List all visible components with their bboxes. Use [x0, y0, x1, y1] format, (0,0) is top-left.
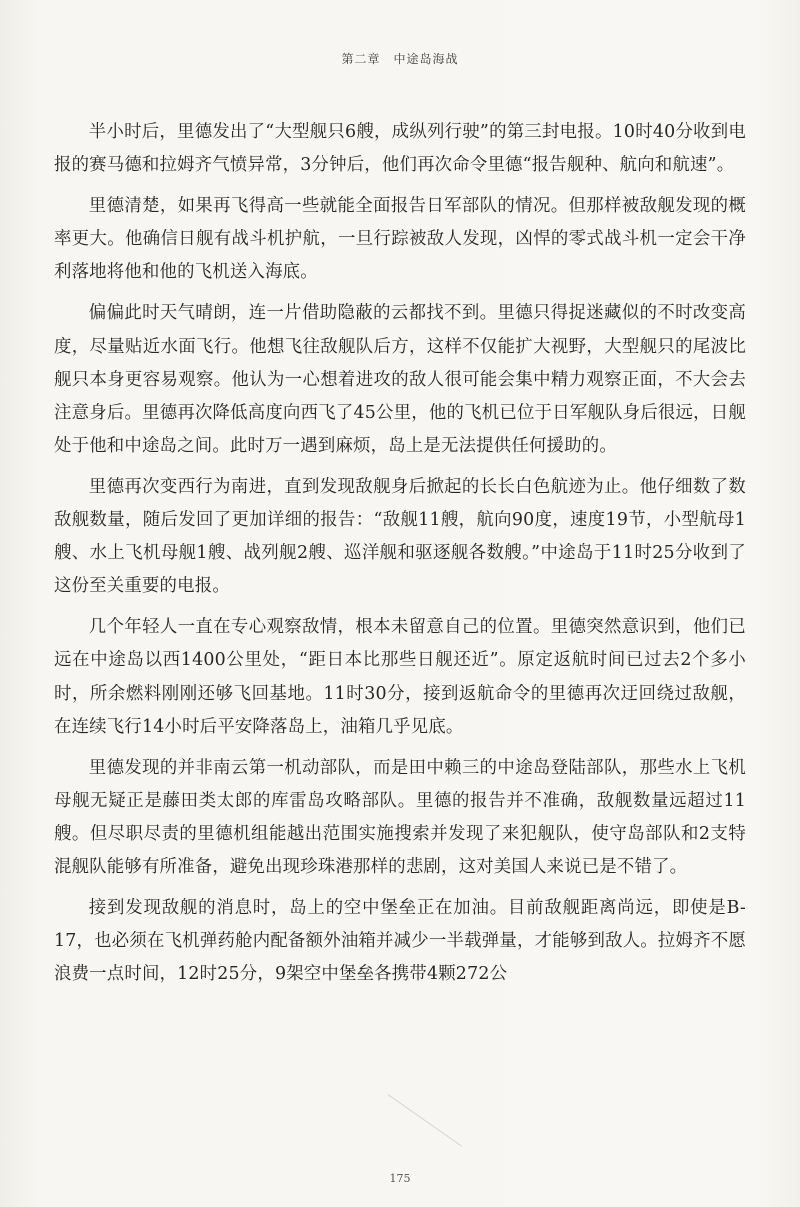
body-text [54, 116, 746, 999]
paragraph: 里德清楚，如果再飞得高一些就能全面报告日军部队的情况。但那样被敌舰发现的概率更大。他确信日舰有战斗机护航，一旦行踪被敌人发现，凶悍的零式战斗机一定会干净利落地将他和他的飞机送入海底。 [54, 196, 746, 283]
paragraph: 接到发现敌舰的消息时，岛上的空中堡垒正在加油。目前敌舰距离尚远，即使是B-17，也必须在飞机弹药舱内配备额外油箱并减少一半载弹量，才能够到敌人。拉姆齐不愿浪费一点时间，12时25分，9架空中堡垒各携带4颗272公 [54, 898, 746, 985]
paragraph: 偏偏此时天气晴朗，连一片借助隐蔽的云都找不到。里德只得捉迷藏似的不时改变高度，尽量贴近水面飞行。他想飞往敌舰队后方，这样不仅能扩大视野，大型舰只的尾波比舰只本身更容易观察。他认为一心想着进攻的敌人很可能会集中精力观察正面，不大会去注意身后。里德再次降低高度向西飞了45公里，他的飞机已位于日军舰队身后很远，日舰处于他和中途岛之间。此时万一遇到麻烦，岛上是无法提供任何援助的。 [54, 303, 746, 456]
paragraph: 里德再次变西行为南进，直到发现敌舰身后掀起的长长白色航迹为止。他仔细数了数敌舰数量，随后发回了更加详细的报告：“敌舰11艘，航向90度，速度19节，小型航母1艘、水上飞机母舰1艘、战列舰2艘、巡洋舰和驱逐舰各数艘。”中途岛于11时25分收到了这份至关重要的电报。 [54, 476, 746, 597]
paragraph: 几个年轻人一直在专心观察敌情，根本未留意自己的位置。里德突然意识到，他们已远在中途岛以西1400公里处，“距日本比那些日舰还近”。原定返航时间已过去2个多小时，所余燃料刚刚还够飞回基地。11时30分，接到返航命令的里德再次迂回绕过敌舰，在连续飞行14小时后平安降落岛上，油箱几乎见底。 [54, 617, 746, 737]
paragraph: 里德发现的并非南云第一机动部队，而是田中赖三的中途岛登陆部队，那些水上飞机母舰无疑正是藤田类太郎的库雷岛攻略部队。里德的报告并不准确，敌舰数量远超过11艘。但尽职尽责的里德机组能越出范围实施搜索并发现了来犯舰队，使守岛部队和2支特混舰队能够有所准备，避免出现珍珠港那样的悲剧，这对美国人来说已是不错了。 [54, 757, 746, 877]
page-number: 175 [389, 1172, 411, 1185]
running-head: 第二章 中途岛海战 [341, 52, 459, 66]
scan-artifact [388, 1094, 462, 1146]
paragraph: 半小时后，里德发出了“大型舰只6艘，成纵列行驶”的第三封电报。10时40分收到电报的赛马德和拉姆齐气愤异常，3分钟后，他们再次命令里德“报告舰种、航向和航速”。 [54, 122, 746, 176]
